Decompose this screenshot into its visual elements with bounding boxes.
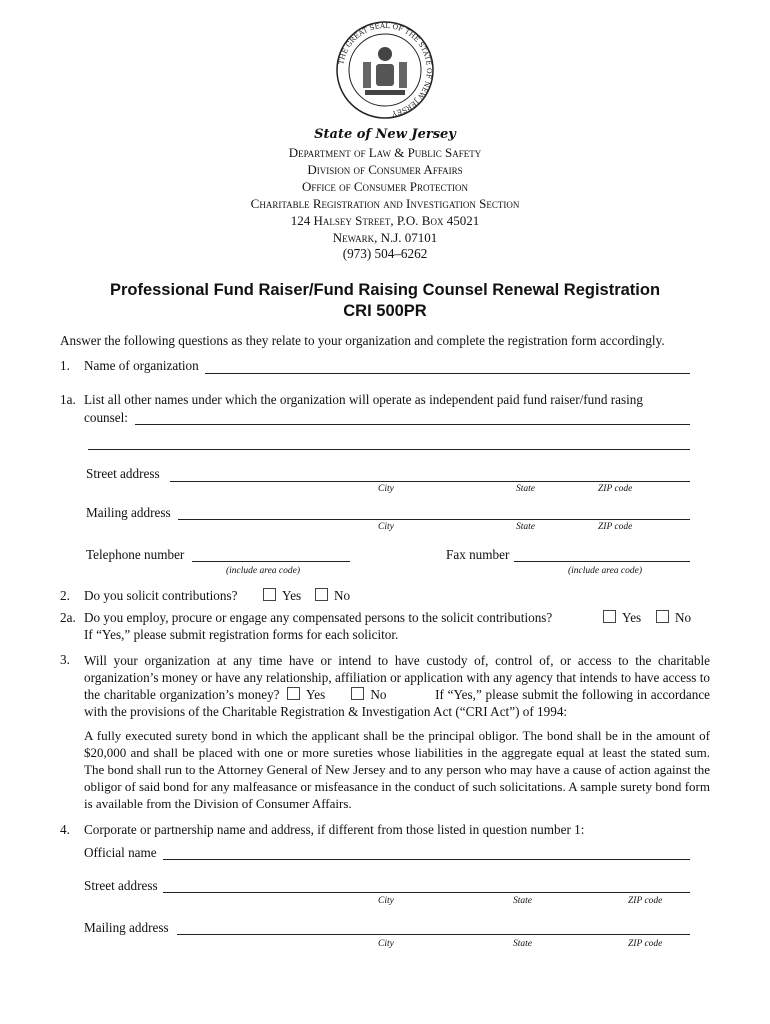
- city-caption: City: [378, 484, 394, 494]
- zip-caption: ZIP code: [628, 939, 663, 949]
- mailing-address-label: Mailing address: [86, 505, 171, 520]
- area-code-caption: (include area code): [568, 566, 643, 576]
- state-caption: State: [513, 939, 532, 949]
- question-number: 2.: [60, 588, 70, 603]
- svg-text:THE GREAT SEAL OF THE STATE OF: THE GREAT SEAL OF THE STATE OF NEW JERSEY: [337, 21, 434, 118]
- corporate-street-field[interactable]: [163, 892, 690, 893]
- fax-field[interactable]: [514, 561, 690, 562]
- solicit-yes-checkbox[interactable]: [263, 588, 276, 601]
- no-label: No: [370, 687, 387, 702]
- compensated-no-checkbox[interactable]: [656, 610, 669, 623]
- zip-caption: ZIP code: [628, 896, 663, 906]
- state-seal-icon: [335, 20, 435, 120]
- custody-no-checkbox[interactable]: [351, 687, 364, 700]
- zip-caption: ZIP code: [598, 522, 633, 532]
- header-phone: (973) 504–6262: [342, 246, 428, 261]
- state-caption: State: [513, 896, 532, 906]
- other-names-label: List all other names under which the organization will operate as independent paid fund raiser/fund rasing: [84, 392, 643, 407]
- yes-label: Yes: [306, 687, 326, 702]
- official-name-label: Official name: [84, 845, 157, 860]
- form-title: Professional Fund Raiser/Fund Raising Counsel Renewal Registration: [109, 281, 661, 299]
- street-address-field[interactable]: [170, 481, 690, 482]
- header-line: Department of Law & Public Safety: [288, 145, 482, 160]
- organization-name-label: Name of organization: [84, 358, 199, 373]
- question-number: 3.: [60, 652, 70, 667]
- organization-name-field[interactable]: [205, 373, 690, 374]
- corporate-mailing-field[interactable]: [177, 934, 690, 935]
- official-name-field[interactable]: [163, 859, 690, 860]
- other-names-label-cont: counsel:: [84, 410, 128, 425]
- mailing-address-field[interactable]: [178, 519, 690, 520]
- solicit-no-checkbox[interactable]: [315, 588, 328, 601]
- header-line: Office of Consumer Protection: [301, 179, 469, 194]
- custody-question-text: Will your organization at any time have or intend to have custody of, control of, or access to the charitable organization’s money or have any relationship, affiliation or application with any agency that intends to have access to the charitable organization’s money?: [84, 653, 710, 702]
- no-label: No: [675, 610, 692, 625]
- yes-label: Yes: [622, 610, 642, 625]
- header-line: Charitable Registration and Investigation Section: [250, 196, 520, 211]
- telephone-field[interactable]: [192, 561, 350, 562]
- question-number: 1a.: [60, 392, 76, 407]
- header-line: Division of Consumer Affairs: [307, 162, 463, 177]
- state-caption: State: [516, 484, 535, 494]
- solicit-question: Do you solicit contributions?: [84, 588, 238, 603]
- intro-text: Answer the following questions as they relate to your organization and complete the registration form accordingly.: [60, 333, 665, 348]
- no-label: No: [334, 588, 351, 603]
- question-number: 4.: [60, 822, 70, 837]
- fax-label: Fax number: [446, 547, 510, 562]
- street-address-label: Street address: [84, 878, 158, 893]
- question-number: 1.: [60, 358, 70, 373]
- custody-question: [84, 652, 710, 720]
- custody-yes-checkbox[interactable]: [287, 687, 300, 700]
- yes-label: Yes: [282, 588, 302, 603]
- solicitor-note: If “Yes,” please submit registration forms for each solicitor.: [84, 627, 399, 642]
- area-code-caption: (include area code): [226, 566, 301, 576]
- header-line: 124 Halsey Street, P.O. Box 45021: [290, 213, 480, 228]
- zip-caption: ZIP code: [598, 484, 633, 494]
- city-caption: City: [378, 522, 394, 532]
- mailing-address-label: Mailing address: [84, 920, 169, 935]
- other-names-field-2[interactable]: [88, 449, 690, 450]
- question-number: 2a.: [60, 610, 76, 625]
- compensated-persons-question: Do you employ, procure or engage any compensated persons to the solicit contributions?: [84, 610, 553, 625]
- other-names-field[interactable]: [135, 424, 690, 425]
- city-caption: City: [378, 896, 394, 906]
- surety-bond-paragraph: A fully executed surety bond in which the applicant shall be the principal obligor. The bond shall be in the amount of $20,000 and shall be placed with one or more sureties whose liabilities in the aggregate equal at least the stated sum. The bond shall run to the Attorney General of New Jersey and to any person who may have a cause of action against the obligor of said bond for any malfeasance or misfeasance in the conduct of such solicitations. A sample surety bond form is available from the Division of Consumer Affairs.: [84, 728, 710, 811]
- city-caption: City: [378, 939, 394, 949]
- state-name: State of New Jersey: [314, 127, 456, 142]
- telephone-label: Telephone number: [86, 547, 185, 562]
- header-line: Newark, N.J. 07101: [332, 230, 438, 245]
- custody-instructions: If “Yes,” please submit the following in accordance with the provisions of the Charitable Registration & Investigation Act (“CRI Act”) of 1994:: [84, 687, 711, 719]
- street-address-label: Street address: [86, 466, 160, 481]
- state-caption: State: [516, 522, 535, 532]
- compensated-yes-checkbox[interactable]: [603, 610, 616, 623]
- corporate-name-question: Corporate or partnership name and address, if different from those listed in question number 1:: [84, 822, 585, 837]
- form-code: CRI 500PR: [343, 302, 427, 320]
